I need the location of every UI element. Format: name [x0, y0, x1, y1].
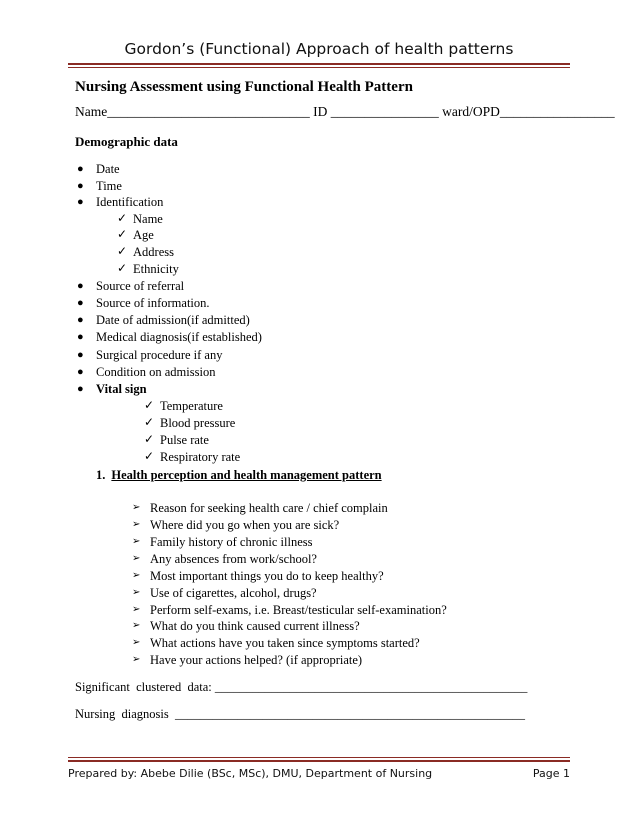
arrow-icon: ➢ [132, 637, 141, 648]
check-icon: ✓ [144, 449, 155, 463]
item-source-referral: Source of referral [96, 279, 185, 293]
sub-name: Name [133, 212, 163, 226]
item-date: Date [96, 162, 120, 176]
question-5: Most important things you do to keep healthy? [150, 569, 384, 583]
item-surgical-procedure: Surgical procedure if any [96, 348, 223, 362]
bullet-icon: ● [77, 366, 84, 378]
footer-author: Prepared by: Abebe Dilie (BSc, MSc), DMU, Department of Nursing [68, 767, 433, 780]
footer-rule-thin [68, 757, 570, 758]
section-1-heading [96, 468, 382, 483]
arrow-icon: ➢ [132, 536, 141, 547]
question-3: Family history of chronic illness [150, 535, 313, 549]
sub-respiratory-rate: Respiratory rate [160, 450, 241, 464]
bullet-icon: ● [77, 196, 84, 208]
question-10: Have your actions helped? (if appropriate) [150, 653, 363, 667]
header-rule-thin [68, 67, 570, 68]
arrow-icon: ➢ [132, 519, 141, 530]
header-rule [68, 63, 570, 65]
question-1: Reason for seeking health care / chief complain [150, 501, 388, 515]
question-6: Use of cigarettes, alcohol, drugs? [150, 586, 317, 600]
section-1-number: 1. [96, 468, 106, 482]
sub-blood-pressure: Blood pressure [160, 416, 236, 430]
sub-temperature: Temperature [160, 399, 223, 413]
bullet-icon: ● [77, 280, 84, 292]
item-time: Time [96, 179, 122, 193]
sub-ethnicity: Ethnicity [133, 262, 179, 276]
item-source-information: Source of information. [96, 296, 210, 310]
question-2: Where did you go when you are sick? [150, 518, 340, 532]
bullet-icon: ● [77, 383, 84, 395]
page-number: Page 1 [532, 767, 570, 780]
check-icon: ✓ [117, 244, 128, 258]
bullet-icon: ● [77, 180, 84, 192]
arrow-icon: ➢ [132, 587, 141, 598]
question-9: What actions have you taken since symptoms started? [150, 636, 420, 650]
bullet-icon: ● [77, 163, 84, 175]
question-8: What do you think caused current illness? [150, 619, 360, 633]
document-title: Nursing Assessment using Functional Health Pattern [75, 79, 413, 95]
bullet-icon: ● [77, 349, 84, 361]
question-4: Any absences from work/school? [150, 552, 317, 566]
bullet-icon: ● [77, 297, 84, 309]
arrow-icon: ➢ [132, 620, 141, 631]
bullet-icon: ● [77, 314, 84, 326]
check-icon: ✓ [117, 227, 128, 241]
item-vital-sign: Vital sign [96, 382, 147, 396]
question-7: Perform self-exams, i.e. Breast/testicular self-examination? [150, 603, 447, 617]
item-date-admission: Date of admission(if admitted) [96, 313, 250, 327]
arrow-icon: ➢ [132, 553, 141, 564]
arrow-icon: ➢ [132, 502, 141, 513]
check-icon: ✓ [144, 432, 155, 446]
check-icon: ✓ [117, 261, 128, 275]
item-condition-admission: Condition on admission [96, 365, 216, 379]
item-medical-diagnosis: Medical diagnosis(if established) [96, 330, 262, 344]
check-icon: ✓ [117, 211, 128, 225]
arrow-icon: ➢ [132, 570, 141, 581]
arrow-icon: ➢ [132, 604, 141, 615]
name-id-ward-line: Name______________________________ ID ________________ ward/OPD_________________ [75, 104, 615, 119]
page-header: Gordon’s (Functional) Approach of health patterns [124, 40, 514, 58]
demographic-heading: Demographic data [75, 134, 178, 149]
significant-clustered-data: Significant clustered data: __________________________________________________ [75, 680, 528, 694]
check-icon: ✓ [144, 415, 155, 429]
nursing-diagnosis: Nursing diagnosis ________________________________________________________ [75, 707, 525, 721]
sub-pulse-rate: Pulse rate [160, 433, 209, 447]
bullet-icon: ● [77, 331, 84, 343]
item-identification: Identification [96, 195, 164, 209]
check-icon: ✓ [144, 398, 155, 412]
arrow-icon: ➢ [132, 654, 141, 665]
footer-rule [68, 760, 570, 762]
sub-age: Age [133, 228, 154, 242]
sub-address: Address [133, 245, 174, 259]
section-1-title: Health perception and health management pattern [111, 468, 382, 482]
